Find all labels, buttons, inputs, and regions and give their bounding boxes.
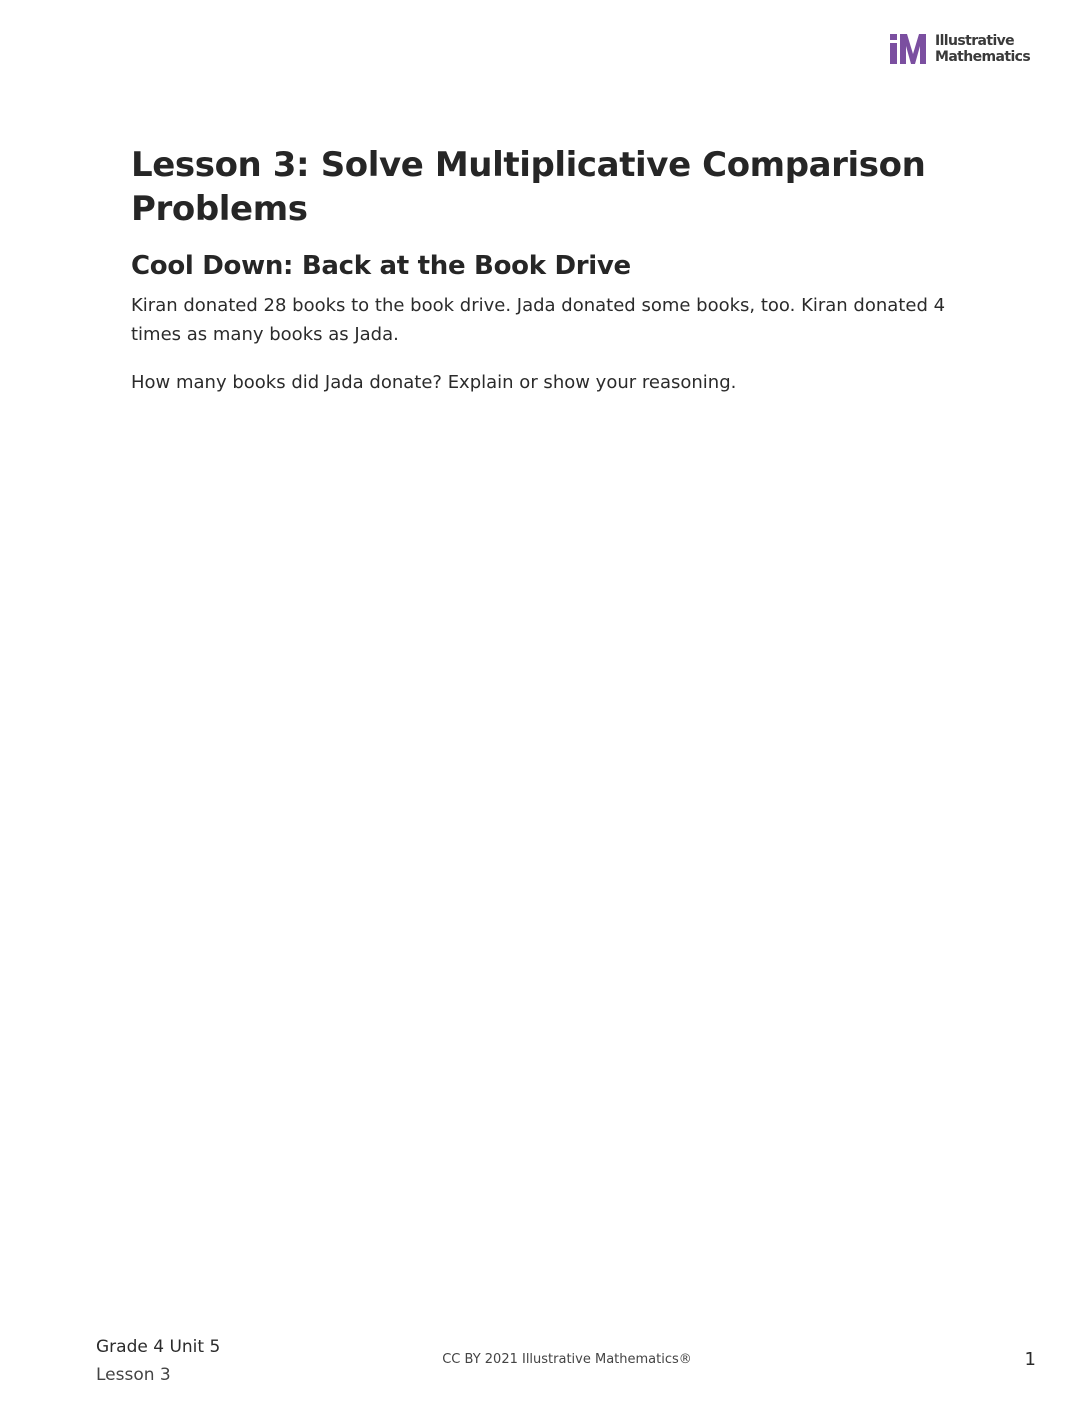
problem-statement: Kiran donated 28 books to the book drive. Jada donated some books, too. Kiran donated 4 times as many books as Jada. (131, 295, 946, 345)
section-title: Cool Down: Back at the Book Drive (131, 251, 631, 281)
footer-grade-unit: Grade 4 Unit 5 (96, 1337, 221, 1357)
im-logo-icon (889, 32, 931, 66)
worksheet-content (131, 143, 971, 397)
problem-question: How many books did Jada donate? Explain or show your reasoning. (131, 372, 737, 393)
illustrative-mathematics-logo (889, 31, 1049, 67)
footer-copyright: CC BY 2021 Illustrative Mathematics® (442, 1352, 692, 1367)
logo-wordmark (935, 33, 1030, 65)
logo-line-1: Illustrative (935, 33, 1015, 49)
page-number: 1 (1024, 1349, 1036, 1370)
footer-lesson: Lesson 3 (96, 1365, 171, 1385)
lesson-title: Lesson 3: Solve Multiplicative Comparison Problems (131, 145, 926, 229)
logo-line-2: Mathematics (935, 49, 1031, 65)
